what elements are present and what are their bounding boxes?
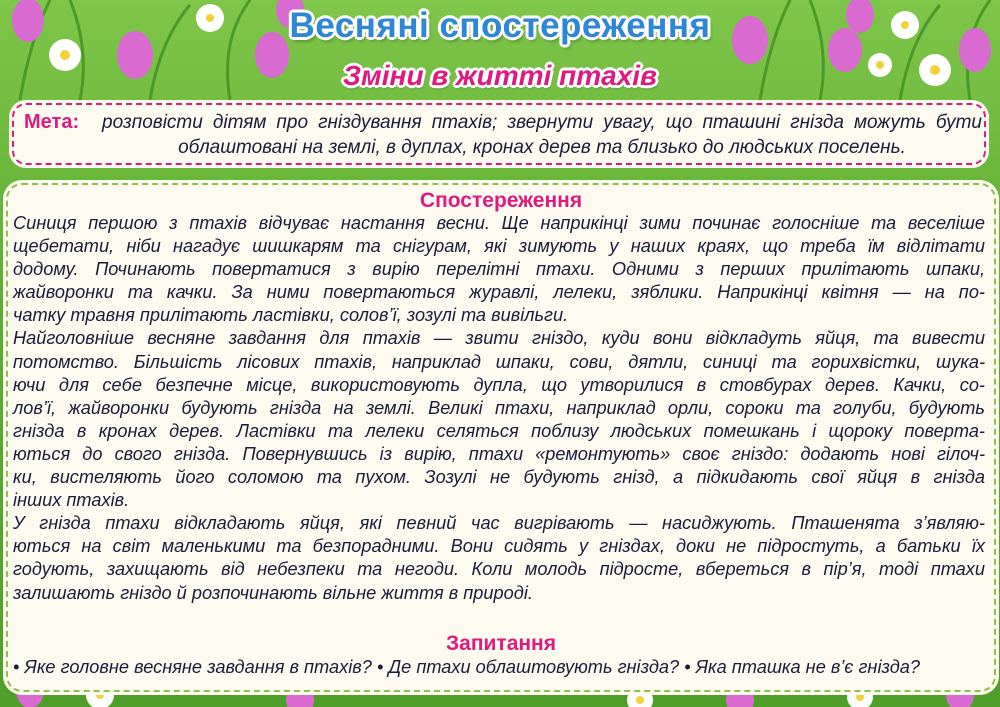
text-line: ючи для себе безпечне місце, використовують дупла, що утворилися в стовбурах дерев. Качки, со- [13,374,985,395]
page-subtitle: Зміни в житті птахів [343,60,657,91]
text-line: залишають гніздо й розпочинають вільне життя в природі. [13,582,533,603]
questions-heading: Запитання [445,632,556,655]
text-line: ються на світ маленькими та безпорадними. Вони сидять у гніздах, доки не підростуть, а батьки їх [13,536,985,557]
text-line: лов’ї, жайворонки будують гнізда на землі. Великі птахи, наприклад орли, сороки та голуби, будують [13,397,985,418]
observations-text [13,212,985,605]
text-line: У гнізда птахи відкладають яйця, які певний час вигрівають — насиджують. Пташенята з’являю- [13,513,985,534]
text-line: ки, вистеляють його соломою та пухом. Зозулі не будують гнізд, а підкидають свої яйця в гнізда [13,467,985,488]
text-line: ються до свого гнізда. Повернувшись із вирію, птахи «ремонтують» своє гніздо: додають нові гілоч- [13,443,985,464]
observations-heading: Спостереження [419,189,583,212]
goal-panel [12,103,986,165]
page-title: Весняні спостереження [289,6,711,45]
goal-label: Мета: [24,111,80,133]
text-line: Синиця першою з птахів відчуває настання весни. Ще наприкінці зими починає голосніше та веселіше [13,213,985,233]
text-line: годують, захищають від небезпеки та негоди. Коли молодь підросте, вбереться в пір’я, тоді птахи [13,559,985,580]
text-line: гнізда в кронах дерев. Ластівки та лелеки селяться поблизу людських помешкань і щороку поверта- [13,420,985,441]
text-line: додому. Починають повертатися з вирію перелітні птахи. Одними з перших прилітають шпаки, [13,259,985,280]
title-container [0,6,1000,46]
subtitle-container [0,60,1000,92]
text-line: потомство. Більшість лісових птахів, наприклад шпаки, сови, дятли, синиці та горихвістки, шука- [13,351,985,372]
goal-line: бути облаштовані на землі, в дуплах, кронах дерев та близько до людських поселень. [178,112,982,158]
questions-list [13,656,985,679]
text-line: інших птахів. [13,490,130,511]
question-item: • Яка пташка не в’є гнізда? [684,657,921,677]
text-line: жайворонки та качки. За ними повертаються журавлі, лелеки, зяблики. Наприкінці квітня — на по- [13,282,985,303]
question-item: • Де птахи облаштовують гнізда? [376,657,680,677]
text-line: Найголовніше весняне завдання для птахів — звити гніздо, куди вони відкладуть яйця, та вивести [13,328,985,349]
question-item: • Яке головне весняне завдання в птахів? [13,657,372,677]
goal-line: розповісти дітям про гніздування птахів; звернути увагу, що пташині гнізда можуть [102,112,926,133]
observations-panel [6,183,996,692]
goal-text [102,110,982,160]
text-line: чатку травня прилітають ластівки, солов’ї, зозулі та вивільги. [13,305,569,326]
text-line: щебетати, ніби нагадує шишкарям та снігурам, які зимують у наших краях, що треба їм відлітати [13,236,985,257]
